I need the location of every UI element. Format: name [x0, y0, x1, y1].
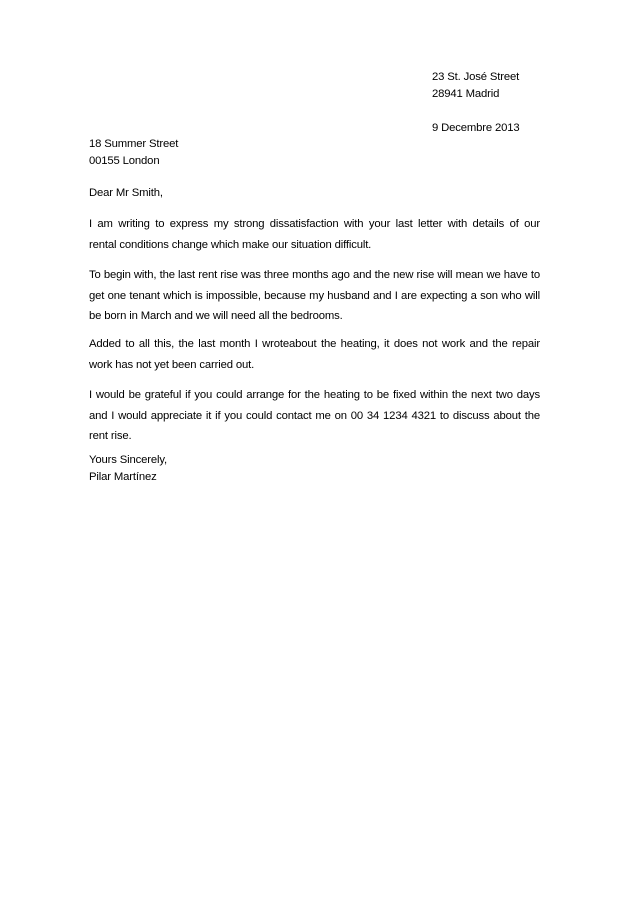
- sender-address-line2: 28941 Madrid: [432, 88, 500, 100]
- paragraph-line: I am writing to express my strong dissatisfaction with your last letter with details of our: [89, 218, 540, 230]
- paragraph-line: rent rise.: [89, 430, 132, 442]
- paragraph-line: To begin with, the last rent rise was three months ago and the new rise will mean we have to: [89, 269, 540, 281]
- paragraph-line: work has not yet been carried out.: [89, 358, 255, 371]
- letter-date: 9 Decembre 2013: [432, 122, 520, 134]
- paragraph-line: get one tenant which is impossible, because my husband and I are expecting a son who will: [89, 289, 540, 302]
- paragraph-line: Added to all this, the last month I wroteabout the heating, it does not work and the repair: [89, 338, 540, 350]
- paragraph-4: [89, 385, 540, 447]
- paragraph-3: [89, 334, 540, 375]
- paragraph-line: rental conditions change which make our situation difficult.: [89, 238, 372, 251]
- sender-address-line1: 23 St. José Street: [432, 71, 520, 83]
- paragraph-line: be born in March and we will need all the bedrooms.: [89, 310, 343, 322]
- paragraph-1: [89, 214, 540, 255]
- signature-name: Pilar Martínez: [89, 471, 157, 483]
- paragraph-line: and I would appreciate it if you could contact me on 00 34 1234 4321 to discuss about the: [89, 409, 540, 422]
- closing: Yours Sincerely,: [89, 454, 167, 466]
- recipient-address-line2: 00155 London: [89, 155, 160, 167]
- paragraph-line: I would be grateful if you could arrange for the heating to be fixed within the next two days: [89, 389, 540, 401]
- paragraph-2: [89, 265, 540, 327]
- salutation: Dear Mr Smith,: [89, 187, 163, 199]
- recipient-address-line1: 18 Summer Street: [89, 138, 179, 150]
